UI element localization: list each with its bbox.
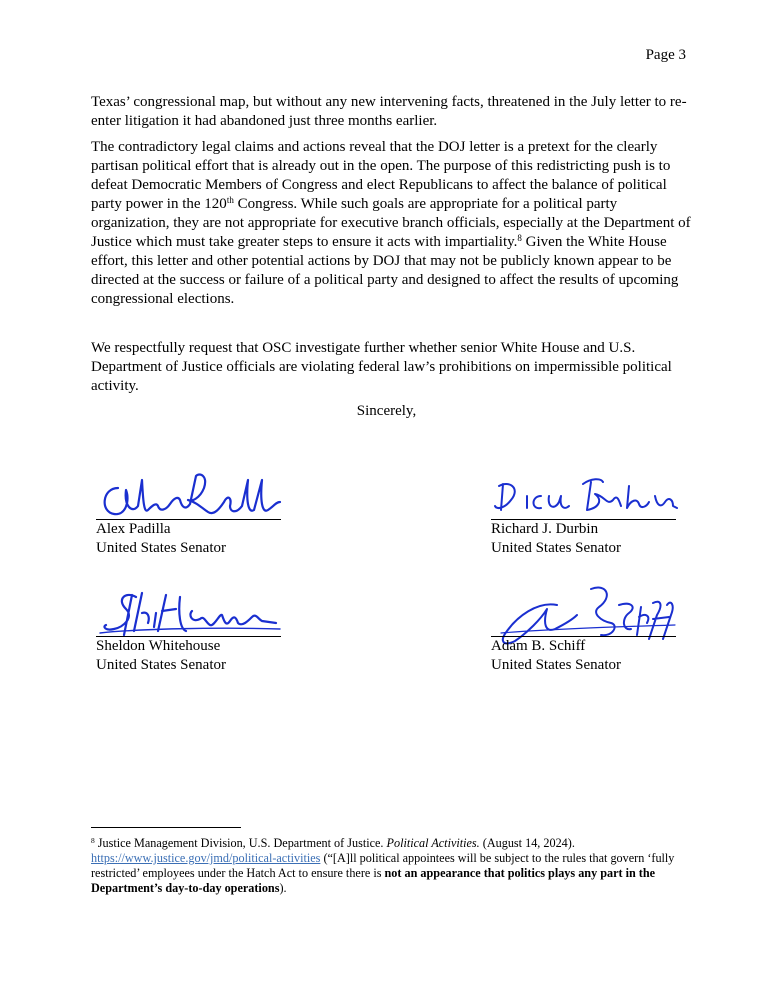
body-paragraph-2	[91, 138, 691, 309]
footnote-reference[interactable]: 8	[517, 233, 522, 243]
footnote-quote: (“[A]ll political appointees will be subject to the rules that govern ‘fully restricted’ employees under the Hatch Act to ensure there is	[91, 851, 675, 880]
signer-name: Adam B. Schiff	[491, 638, 586, 654]
signature-block-padilla	[96, 466, 296, 566]
signer-name: Sheldon Whitehouse	[96, 638, 221, 654]
body-paragraph-1: Texas’ congressional map, but without any new intervening facts, threatened in the July letter to re-enter litigation it had abandoned just three months earlier.	[91, 94, 687, 129]
footnote-8	[91, 836, 691, 896]
padilla-signature-image	[96, 466, 286, 524]
footnote-link[interactable]: https://www.justice.gov/jmd/political-activities	[91, 851, 321, 865]
footnote-number: 8	[91, 836, 95, 845]
footnote-date: (August 14, 2024).	[479, 836, 575, 850]
footnote-divider	[91, 827, 241, 828]
paragraph-2-text-b: Congress. While such goals are appropriate for a political party organization, they are not appropriate for executive branch officials, especially at the Department of Justice which must take greater steps to ensure it acts with impartiality.	[91, 196, 691, 250]
footnote-title: Political Activities.	[386, 836, 480, 850]
page-number: Page 3	[645, 47, 686, 63]
signature-block-whitehouse	[96, 583, 296, 683]
signer-title: United States Senator	[491, 540, 621, 556]
body-paragraph-3: We respectfully request that OSC investigate further whether senior White House and U.S. Department of Justice officials are violating federal law’s prohibitions on impermissible political activity.	[91, 340, 672, 394]
durbin-signature-image	[491, 466, 681, 524]
footnote-end: ).	[279, 881, 287, 895]
signer-name: Richard J. Durbin	[491, 521, 599, 537]
signature-block-schiff	[491, 583, 691, 683]
paragraph-2-text-a: The contradictory legal claims and actions reveal that the DOJ letter is a pretext for the clearly partisan political effort that is already out in the open. The purpose of this redistricting push is to defeat Democratic Members of Congress and elect Republicans to affect the balance of political party power in the 120	[91, 139, 671, 212]
footnote-source: Justice Management Division, U.S. Department of Justice.	[94, 836, 387, 850]
whitehouse-signature-image	[96, 583, 286, 641]
signer-title: United States Senator	[96, 657, 226, 673]
paragraph-2-text-c: Given the White House effort, this letter and other potential actions by DOJ that may not be publicly known appear to be directed at the success or failure of a political party and designed to affect the results of upcoming congressional elections.	[91, 234, 679, 307]
signer-name: Alex Padilla	[96, 521, 171, 537]
signer-title: United States Senator	[96, 540, 226, 556]
signer-title: United States Senator	[491, 657, 621, 673]
closing-salutation: Sincerely,	[356, 403, 417, 419]
ordinal-superscript: th	[226, 195, 234, 205]
signature-block-durbin	[491, 466, 691, 566]
footnote-bold-quote: not an appearance that politics plays any part in the Department’s day-to-day operations	[91, 866, 656, 895]
